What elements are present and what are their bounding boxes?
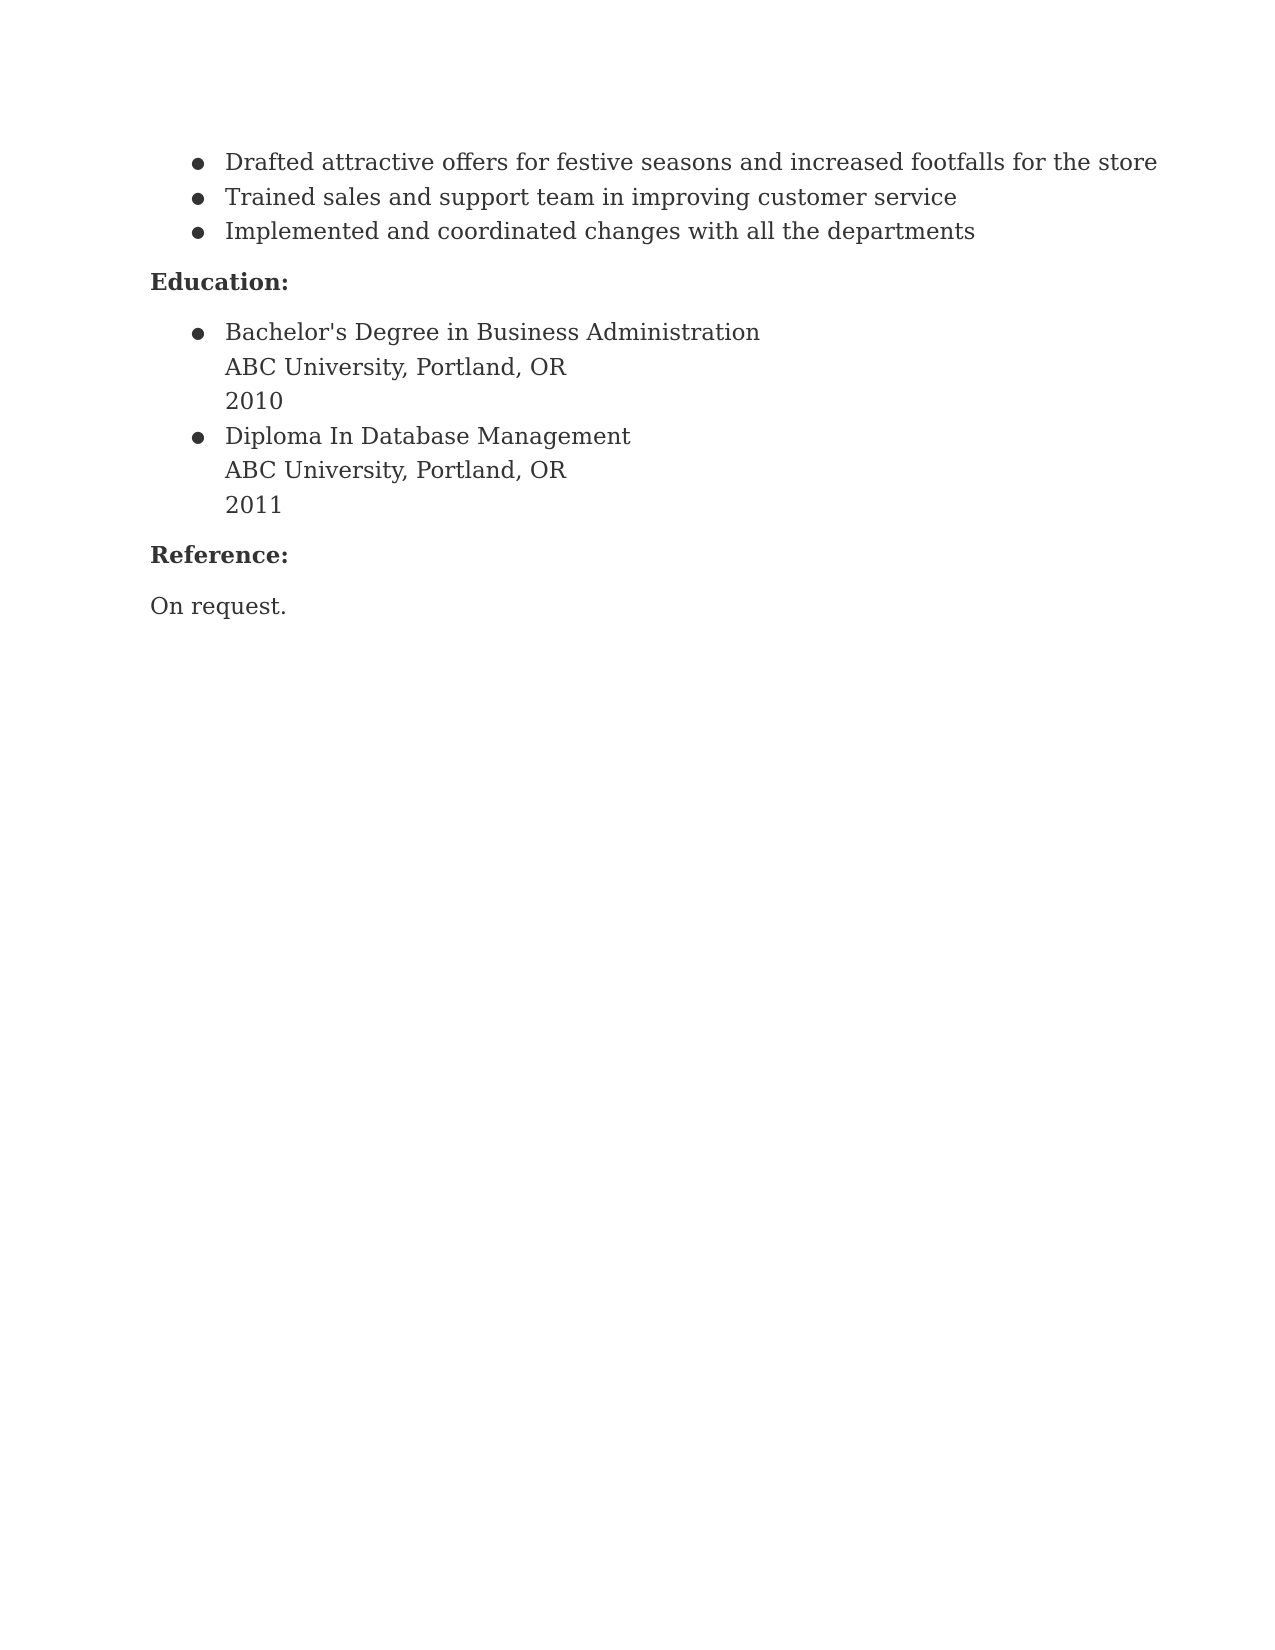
bullet-icon: ●	[191, 222, 205, 241]
bullet-icon: ●	[191, 426, 205, 446]
list-item	[150, 215, 1130, 250]
bullet-icon: ●	[191, 153, 205, 172]
document-page	[150, 146, 1158, 624]
education-heading: Education:	[150, 268, 290, 296]
institution-name: ABC University, Portland, OR	[225, 354, 566, 381]
list-item	[150, 316, 1130, 420]
experience-bullet-list	[150, 146, 1158, 250]
list-item	[150, 146, 1158, 181]
graduation-year: 2011	[225, 492, 284, 519]
reference-heading: Reference:	[150, 542, 289, 569]
graduation-year: 2010	[225, 389, 284, 415]
degree-name: Bachelor's Degree in Business Administration	[225, 320, 761, 346]
education-list	[150, 316, 1130, 523]
bullet-icon: ●	[191, 187, 205, 207]
list-item	[150, 181, 1130, 216]
reference-text: On request.	[150, 593, 288, 620]
bullet-text: Implemented and coordinated changes with all the departments	[225, 219, 976, 245]
institution-name: ABC University, Portland, OR	[225, 458, 566, 484]
bullet-text: Trained sales and support team in improving customer service	[225, 184, 958, 211]
degree-name: Diploma In Database Management	[225, 423, 631, 450]
bullet-icon: ●	[191, 323, 205, 342]
bullet-text: Drafted attractive offers for festive seasons and increased footfalls for the store	[225, 150, 1158, 176]
list-item	[150, 420, 1130, 524]
